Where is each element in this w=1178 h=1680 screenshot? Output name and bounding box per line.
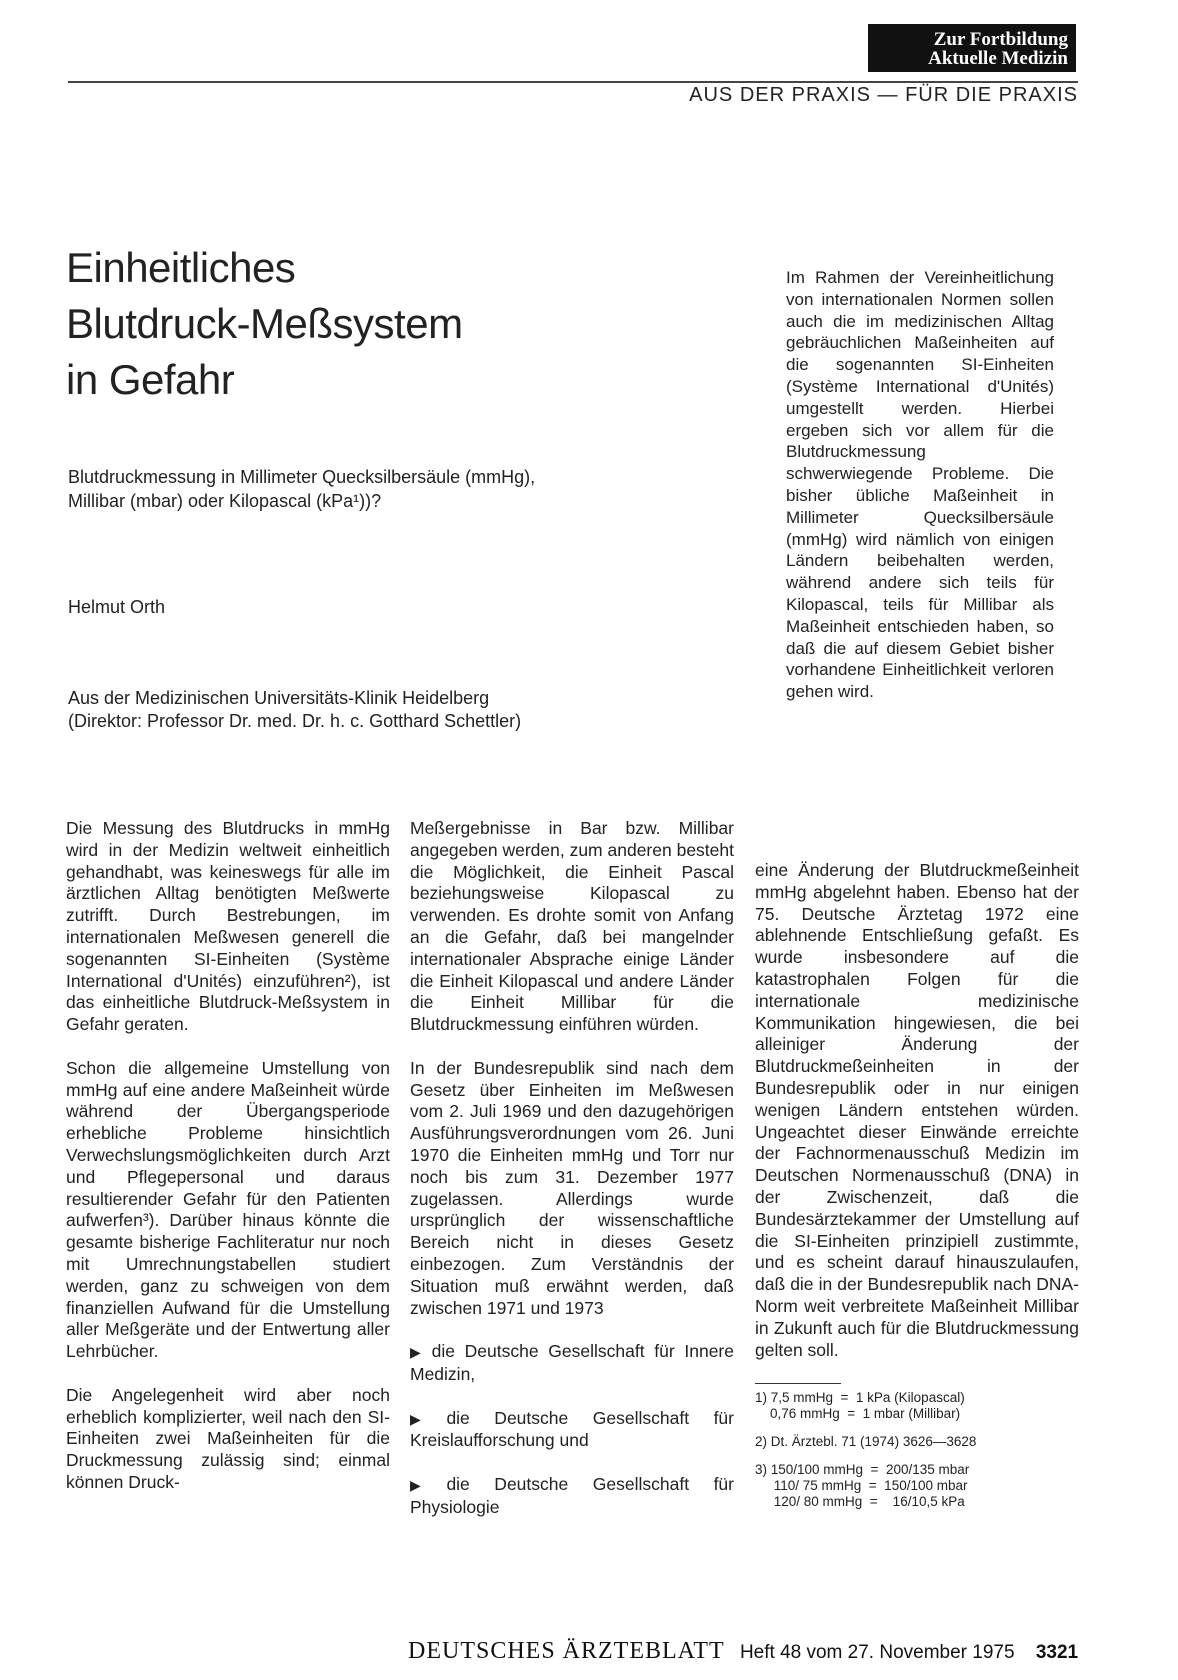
body-column-1: [66, 818, 390, 1516]
journal-name: DEUTSCHES ÄRZTEBLATT: [408, 1638, 725, 1664]
paragraph: eine Änderung der Blutdruckmeßeinheit mmHg abgelehnt haben. Ebenso hat der 75. Deutsche Ärztetag 1972 eine ablehnende Entschließung gefaßt. Es wurde insbesondere auf die katastrophalen Folgen für die internationale medizinische Kommunikation hingewiesen, die bei alleiniger Änderung der Blutdruckmeßeinheiten in der Bundesrepublik oder in nur einigen wenigen Ländern entstehen würden. Ungeachtet dieser Einwände erreichte der Fachnormenausschuß Medizin im Deutschen Normenausschuß (DNA) in der Zwischenzeit, daß die Bundesärztekammer der Umstellung auf die SI-Einheiten prinzipiell zustimmte, und es scheint darauf hinauszulaufen, daß die in der Bundesrepublik nach DNA-Norm weit verbreitete Maßeinheit Millibar in Zukunft auch für die Blutdruckmessung gelten soll.: [755, 860, 1079, 1360]
bullet-text: die Deutsche Gesellschaft für Kreislaufforschung und: [410, 1407, 734, 1451]
subtitle-line: Blutdruckmessung in Millimeter Quecksilbersäule (mmHg),: [68, 467, 536, 487]
paragraph: Schon die allgemeine Umstellung von mmHg auf eine andere Maßeinheit würde während der Übergangsperiode erhebliche Probleme hinsichtlich Verwechslungsmöglichkeiten durch Arzt und Pflegepersonal und daraus resultierender Gefahr für den Patienten aufwerfen³). Darüber hinaus könnte die gesamte bisherige Fachliteratur nur noch mit Umrechnungstabellen studiert werden, ganz zu schweigen von dem finanziellen Aufwand für die Umstellung aller Meßgeräte und der Entwertung aller Lehrbücher.: [66, 1057, 390, 1362]
rubric-badge: [868, 24, 1076, 72]
footnotes: [755, 1390, 1079, 1510]
footnote-rule: [755, 1383, 841, 1384]
article-title: [66, 240, 706, 408]
article-subtitle: [68, 465, 535, 513]
bullet-text: die Deutsche Gesellschaft für Physiologie: [410, 1473, 734, 1517]
affiliation: [68, 687, 521, 733]
affiliation-line: Aus der Medizinischen Universitäts-Klinik Heidelberg: [68, 688, 490, 708]
title-line: Blutdruck-Meßsystem: [66, 300, 463, 347]
subtitle-line: Millibar (mbar) oder Kilopascal (kPa¹))?: [68, 491, 382, 511]
footnote: 3) 150/100 mmHg = 200/135 mbar 110/ 75 mmHg = 150/100 mbar 120/ 80 mmHg = 16/10,5 kPa: [755, 1462, 970, 1510]
page-footer: [408, 1638, 1078, 1665]
triangle-bullet-icon: ▶: [410, 1344, 426, 1361]
paragraph: Die Angelegenheit wird aber noch erheblich komplizierter, weil nach den SI-Einheiten zwei Maßeinheiten für die Druckmessung zulässig sind; einmal können Druck-: [66, 1384, 390, 1492]
paragraph: Die Messung des Blutdrucks in mmHg wird in der Medizin weltweit einheitlich gehandhabt, was keineswegs für alle im ärztlichen Alltag benötigten Meßwerte zutrifft. Durch Bestrebungen, im internationalen Meßwesen generell die sogenannten SI-Einheiten (Système International d'Unités) einzuführen²), ist das einheitliche Blutdruck-Meßsystem in Gefahr geraten.: [66, 818, 390, 1035]
triangle-bullet-icon: ▶: [410, 1476, 441, 1493]
footnote: 2) Dt. Ärztebl. 71 (1974) 3626—3628: [755, 1434, 977, 1450]
affiliation-line: (Direktor: Professor Dr. med. Dr. h. c. Gotthard Schettler): [68, 711, 522, 731]
page-number: 3321: [1035, 1642, 1079, 1663]
body-column-3: [755, 860, 1079, 1522]
body-column-2: [410, 818, 734, 1540]
issue-info: Heft 48 vom 27. November 1975: [739, 1642, 1015, 1663]
paragraph: In der Bundesrepublik sind nach dem Gesetz über Einheiten im Meßwesen vom 2. Juli 1969 und den dazugehörigen Ausführungsverordnungen vom 26. Juni 1970 die Einheiten mmHg und Torr nur noch bis zum 31. Dezember 1977 zugelassen. Allerdings wurde ursprünglich der wissenschaftliche Bereich nicht in dieses Gesetz einbezogen. Zum Verständnis der Situation muß erwähnt werden, daß zwischen 1971 und 1973: [410, 1057, 734, 1318]
triangle-bullet-icon: ▶: [410, 1410, 441, 1427]
title-line: in Gefahr: [66, 356, 235, 403]
title-line: Einheitliches: [66, 244, 296, 291]
bullet-item: [410, 1408, 734, 1453]
bullet-text: die Deutsche Gesellschaft für Innere Medizin,: [410, 1341, 734, 1384]
paragraph: Meßergebnisse in Bar bzw. Millibar angegeben werden, zum anderen besteht die Möglichkeit, die Einheit Pascal beziehungsweise Kilopascal zu verwenden. Es drohte somit von Anfang an die Gefahr, daß bei mangelnder internationaler Absprache einige Länder die Einheit Kilopascal und andere Länder die Einheit Millibar für die Blutdruckmessung einführen würden.: [410, 818, 734, 1035]
abstract: Im Rahmen der Vereinheitlichung von internationalen Normen sollen auch die im medizinischen Alltag gebräuchlichen Maßeinheiten auf die sogenannten SI-Einheiten (Système International d'Unités) umgestellt werden. Hierbei ergeben sich vor allem für die Blutdruckmessung schwerwiegende Probleme. Die bisher übliche Maßeinheit in Millimeter Quecksilbersäule (mmHg) wird nämlich von einigen Ländern beibehalten werden, während andere sich teils für Kilopascal, teils für Millibar als Maßeinheit entschieden haben, so daß die auf diesem Gebiet bisher vorhandene Einheitlichkeit verloren gehen wird.: [786, 268, 1054, 702]
bullet-item: [410, 1474, 734, 1519]
section-label: AUS DER PRAXIS — FÜR DIE PRAXIS: [689, 84, 1078, 106]
footnote: 1) 7,5 mmHg = 1 kPa (Kilopascal) 0,76 mmHg = 1 mbar (Millibar): [755, 1390, 965, 1422]
header-rule: [68, 81, 1078, 83]
rubric-line-1: Zur Fortbildung: [933, 29, 1068, 50]
author: Helmut Orth: [68, 597, 166, 617]
rubric-line-2: Aktuelle Medizin: [928, 48, 1068, 69]
bullet-item: [410, 1341, 734, 1386]
